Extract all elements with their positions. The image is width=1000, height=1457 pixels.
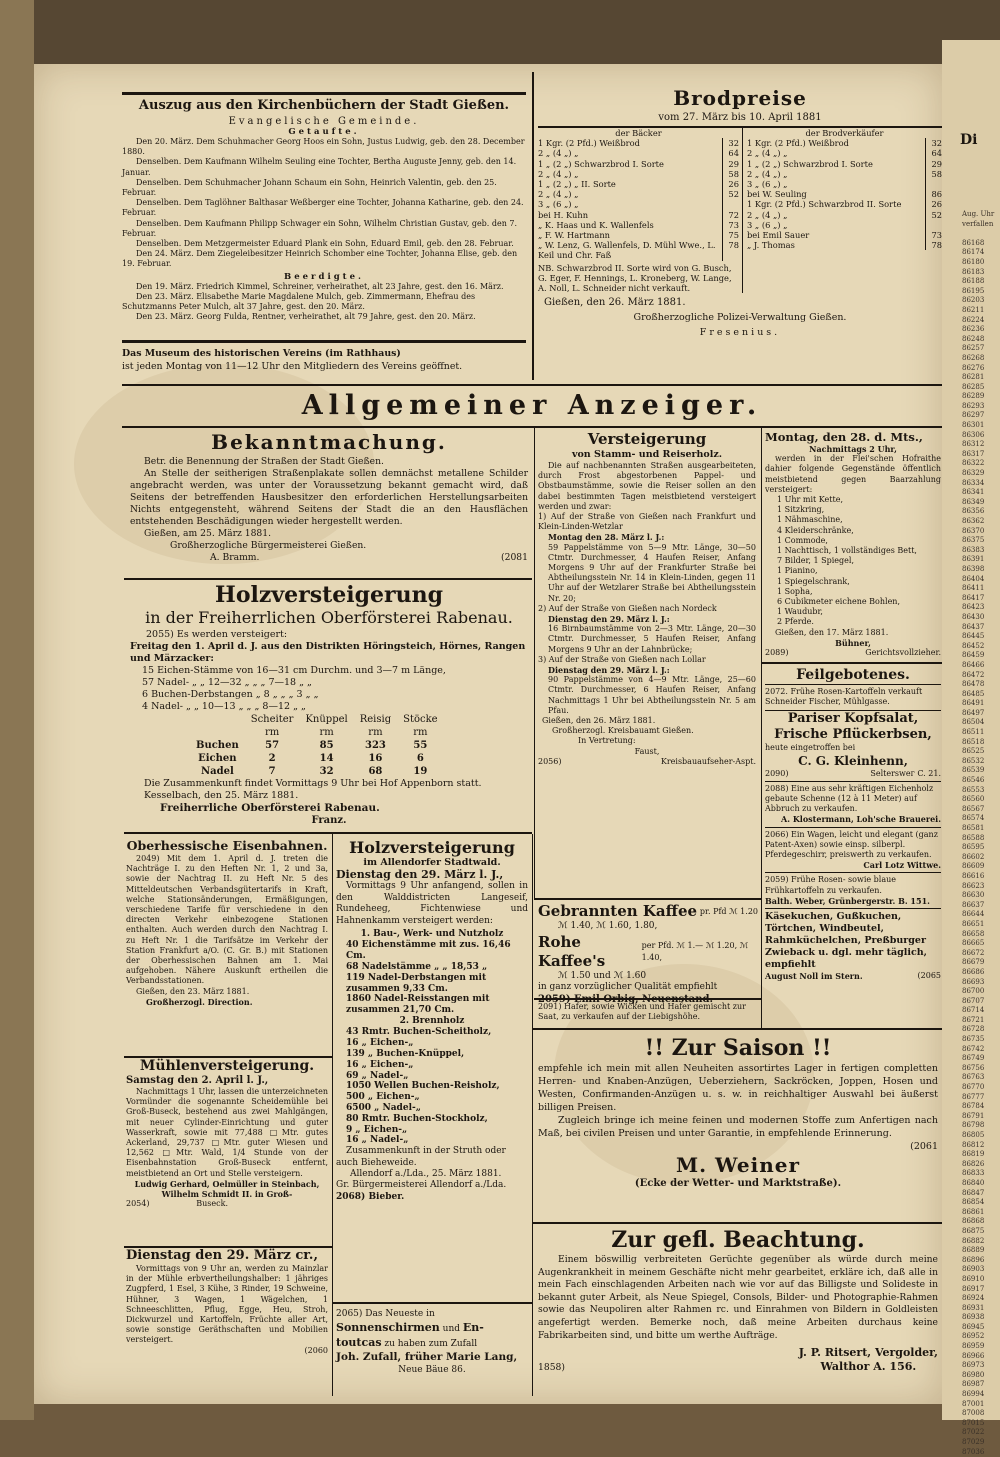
feil-kartoffeln: 2072. Frühe Rosen-Kartoffeln verkauft Schneider Fischer, Mühlgasse. xyxy=(765,684,941,707)
holz2-item: 139 „ Buchen-Knüppel, xyxy=(346,1049,465,1060)
reisholz-title: Versteigerung xyxy=(587,430,707,448)
montag-item: 1 Uhr mit Kette, xyxy=(777,495,843,505)
montag-item: 6 Cubikmeter eichene Bohlen, xyxy=(777,597,900,607)
montag-role: Gerichtsvollzieher. xyxy=(865,648,941,658)
holz2-item: 43 Rmtr. Buchen-Scheitholz, xyxy=(346,1027,492,1038)
muehle-num: 2054) xyxy=(126,1199,150,1209)
brodpreise-section xyxy=(538,86,942,338)
holz2-authority: Gr. Bürgermeisterei Allendorf a./Lda. xyxy=(336,1180,507,1191)
price-value: 58 xyxy=(925,169,942,179)
beachtung-num: 1858) xyxy=(538,1361,565,1373)
price-row xyxy=(538,169,739,179)
holz2-item: 16 „ Nadel-„ xyxy=(346,1135,409,1146)
kaffee-ad xyxy=(538,902,758,1005)
price-value xyxy=(925,179,942,189)
table-cell: Nadel xyxy=(200,766,234,777)
price-label: „ K. Haas und K. Wallenfels xyxy=(538,219,654,230)
getaufte-entry: Denselben. Dem Kaufmann Wilhelm Seuling eine Tochter, Bertha Auguste Jenny, geb. den 14. Januar. xyxy=(122,157,517,177)
reisholz-body-3: 90 Pappelstämme von 4—9 Mtr. Länge, 25—60 Ctmtr. Durchmesser, 6 Haufen Reiser, Anfang Nachmittags 1 Uhr bei Abtheilungsstein Nr. 5 am Pfau. xyxy=(548,675,756,715)
bahn-authority: Großherzogl. Direction. xyxy=(146,996,253,1007)
holz2-date: Allendorf a./Lda., 25. März 1881. xyxy=(350,1169,502,1179)
beachtung-title: Zur gefl. Beachtung. xyxy=(611,1227,865,1253)
rule xyxy=(534,898,761,900)
feil-rosen-sign: Balth. Weber, Grünbergerstr. B. 151. xyxy=(765,895,930,906)
beachtung-sign: J. P. Ritsert, Vergolder, xyxy=(798,1346,938,1360)
holz2-item: 119 Nadel-Derbstangen mit zusammen 9,33 Cm. xyxy=(346,972,487,994)
montag-item: 1 Spiegelschrank, xyxy=(777,576,850,586)
price-label: 3 „ (6 „) „ xyxy=(746,219,788,230)
eisenbahn-notice xyxy=(126,838,328,1007)
montag-item: 1 Nachttisch, 1 vollständiges Bett, xyxy=(777,546,917,556)
holz2-item: 69 „ Nadel-„ xyxy=(346,1070,409,1081)
montag-item: 2 Pferde. xyxy=(777,617,814,627)
price-label: bei Emil Sauer xyxy=(746,230,810,241)
beachtung-addr: Walthor A. 156. xyxy=(820,1360,917,1374)
price-row xyxy=(747,169,942,179)
muehle-body: Nachmittags 1 Uhr, lassen die unterzeichneten Vormünder die sogenannte Scheidemühle bei Groß-Buseck, bestehend aus zwei Mahlgängen, mit neuer Cylinder-Einrichtung und guter Wasserkraft, sowie mit 77,488 □Mtr. gutes Ackerland, 29,737 □Mtr. guter Wiesen und 12,562 □Mtr. Wald, 1/4 Stunde von der Eisenbahnstation Groß-Buseck entfernt, meistbietend an Ort und Stelle versteigern. xyxy=(126,1087,328,1178)
price-value: 52 xyxy=(722,189,739,199)
holz2-section-1: 1. Bau-, Werk- und Nutzholz xyxy=(360,929,504,940)
muehlenversteigerung xyxy=(126,1058,328,1209)
table-cell: 323 xyxy=(364,740,386,751)
table-cell: 2 xyxy=(268,753,276,764)
table-header: Reisig xyxy=(359,714,392,725)
price-label: 2 „ (4 „) „ xyxy=(538,168,579,179)
price-label: 1 „ (2 „) „ II. Sorte xyxy=(538,179,616,190)
price-label: 2 „ (4 „) „ xyxy=(746,209,788,220)
brod-signature: Fresenius. xyxy=(699,327,781,339)
reisholz-day-3: Dienstag den 29. März l. J.: xyxy=(548,665,670,676)
montag-sign: Bühner, xyxy=(835,637,871,648)
reisholz-subtitle: von Stamm- und Reiserholz. xyxy=(571,449,723,460)
table-cell: 68 xyxy=(368,766,383,777)
table-cell: 7 xyxy=(268,766,276,777)
price-label: 1 Kgr. (2 Pfd.) Weißbrod xyxy=(746,138,849,149)
price-label: „ J. Thomas xyxy=(746,240,795,251)
kaffee-title-1: Gebrannten Kaffee xyxy=(538,902,698,920)
reisholz-body-2: 16 Birnbaumstämme von 2—3 Mtr. Länge, 20—30 Ctmtr. Durchmesser, 5 Haufen Reiser, Anfang Morgens 9 Uhr an der Lahnbrücke; xyxy=(548,624,756,654)
price-label: 1 Kgr. (2 Pfd.) Schwarzbrod II. Sorte xyxy=(746,199,902,210)
price-row xyxy=(538,199,739,209)
rule xyxy=(122,340,526,343)
table-header: Stöcke xyxy=(403,714,438,725)
column-divider xyxy=(332,834,333,1396)
brod-date: Gießen, den 26. März 1881. xyxy=(544,297,686,309)
beachtung-ad xyxy=(538,1226,938,1374)
price-row xyxy=(538,230,739,240)
price-row xyxy=(747,199,942,209)
montag-item: 1 Commode, xyxy=(777,535,828,545)
kirchen-title: Auszug aus den Kirchenbüchern der Stadt Gießen. xyxy=(138,98,510,113)
rule xyxy=(122,92,526,95)
table-cell: Buchen xyxy=(196,740,239,751)
feil-paris-2: Frische Pflückerbsen, xyxy=(774,727,932,743)
holz2-item: 16 „ Eichen-„ xyxy=(346,1059,414,1070)
holz1-title: Holzversteigerung xyxy=(215,582,443,608)
reisholz-role: Kreisbauaufseher-Aspt. xyxy=(660,756,756,766)
price-value: 29 xyxy=(722,159,739,169)
column-divider xyxy=(532,834,533,1396)
table-cell: 6 xyxy=(416,753,424,764)
getaufte-entry: Denselben. Dem Schuhmacher Johann Schaum ein Sohn, Heinrich Valentin, geb. den 25. Februar. xyxy=(122,177,497,198)
brodpreise-title: Brodpreise xyxy=(673,86,807,110)
feil-scheune-sign: A. Klostermann, Loh'sche Brauerei. xyxy=(781,814,941,825)
adjacent-page-text: Aug. Uhr verfallen 86168 86174 86180 86183 86188 86195 86203 86211 86224 86236 86248 86257 86268 86276 86281 86285 86289 86293 86297 86301 86306 86312 86317 86322 86329 86334 86341 86349 86356 86362 86370 86375 86383 86391 86398 86404 86411 86417 86423 86430 86437 86445 86452 86459 86466 86472 86478 86485 86491 86497 86504 86511 86518 86525 86532 86539 86546 86553 86560 86567 86574 86581 86588 86595 86602 86609 86616 86623 86630 86637 86644 86651 86658 86665 86672 86679 86686 86693 86700 86707 86714 86721 86728 86735 86742 86749 86756 86763 86770 86777 86784 86791 86798 86805 86812 86819 86826 86833 86840 86847 86854 86861 86868 86875 86882 86889 86896 86903 86910 86917 86924 86931 86938 86945 86952 86959 86966 86973 86980 86987 86994 87001 87008 87015 87022 87029 87036 xyxy=(962,210,995,1456)
table-header: Scheiter xyxy=(250,714,294,725)
price-row xyxy=(747,230,942,240)
schirm-addr: Neue Bäue 86. xyxy=(398,1365,466,1375)
price-label: 1 Kgr. (2 Pfd.) Weißbrod xyxy=(538,138,640,149)
montag-versteigerung xyxy=(765,430,941,658)
bekannt-body: An Stelle der seitherigen Straßenplakate sollen demnächst metallene Schilder angebracht werden, was unter der Voraussetzung bekannt gemacht wird, daß Seitens der betreffenden Hausbesitzer den erforderlichen Herstellungsarbeiten Nichts entgegensteht, während Seitens der Stadt die an den Hausflächen entstehenden Beschädigungen wieder hergestellt werden. xyxy=(130,468,528,527)
saison-addr: (Ecke der Wetter- und Marktstraße). xyxy=(634,1178,842,1189)
schirm-bold: En-toutcas xyxy=(336,1321,484,1349)
getaufte-heading: Getaufte. xyxy=(288,127,360,137)
hafer-ad: 2091) Hafer, sowie Wicken und Hafer gemischt zur Saat, zu verkaufen auf der Liebigshöhe. xyxy=(538,1002,746,1022)
table-header: Knüppel xyxy=(305,714,348,725)
bekannt-title: Bekanntmachung. xyxy=(211,430,447,454)
dienstag-body: Vormittags von 9 Uhr an, werden zu Mainzlar in der Mühle erbvertheilungshalber: 1 jähriges Zugpferd, 1 Esel, 3 Kühe, 3 Rinder, 19 Schweine, Hühner, 3 Wagen, 1 Wägelchen, 1 Schneeschlitten, Pflug, Egge, Heu, Stroh, Dickwurzel und Kartoffeln, Früchte aller Art, sowie sonstige Geräthschaften und Mobilien versteigert. xyxy=(126,1264,328,1345)
kaffee-price-2: per Pfd. ℳ 1.— ℳ 1.20, ℳ 1.40, xyxy=(641,941,749,962)
price-row xyxy=(747,210,942,220)
feil-kuchen: Käsekuchen, Gußkuchen, Törtchen, Windbeutel, Rahmküchelchen, Preßburger Zwieback u. dgl. mehr täglich, empfiehlt xyxy=(765,908,941,971)
schirm-bold: Sonnenschirmen xyxy=(336,1321,440,1334)
brod-authority: Großherzogliche Polizei-Verwaltung Gießen. xyxy=(633,312,847,324)
table-cell: Eichen xyxy=(198,753,237,764)
bahn-body: 2049) Mit dem 1. April d. J. treten die Nachträge I. zu den Heften Nr. 1, 2 und 3a, sowie der Nachtrag II. zu Heft Nr. 5 des Mitteldeutschen Verbandsgütertarifs in Kraft, welche Stationsänderungen, Ermäßigungen, verschiedene Tarife für verschiedene in den directen Verkehr einbezogene Stationen enthalten. Auch werden durch den Nachtrag I. zu Heft Nr. 1 die Tarifsätze im Verkehr der Station Frankfurt a/O. (C. Gr. B.) mit Stationen der Oberhessischen Bahnen am 1. Mai aufgehoben. Nähere Auskunft ertheilen die Verbandsstationen. xyxy=(126,854,328,986)
price-value: 26 xyxy=(722,179,739,189)
kaffee-line-3: in ganz vorzüglicher Qualität empfiehlt xyxy=(538,982,718,992)
rule xyxy=(332,1302,532,1304)
reisholz-day-2: Dienstag den 29. März l. J.: xyxy=(548,614,670,625)
reisholz-intro: Die auf nachbenannten Straßen ausgearbeiteten, durch Frost abgestorbenen Pappel- und Obstbaumstämme, sowie die Reiser sollen an den dabei bestimmten Tagen meistbietend versteigert werden und zwar: xyxy=(538,461,756,511)
getaufte-entry: Denselben. Dem Metzgermeister Eduard Plank ein Sohn, Eduard Emil, geb. den 28. Februar. xyxy=(136,239,514,249)
price-value: 73 xyxy=(925,230,942,240)
baecker-heading: der Bäcker xyxy=(615,128,662,138)
bekannt-date: Gießen, am 25. März 1881. xyxy=(144,528,272,539)
feil-rosen: 2059) Frühe Rosen- sowie blaue Frühkartoffeln zu verkaufen. xyxy=(765,872,941,895)
holz1-intro: 2055) Es werden versteigert: xyxy=(146,629,288,640)
bahn-date: Gießen, den 23. März 1881. xyxy=(136,986,250,996)
feil-kuchen-sign: August Noll im Stern. xyxy=(765,971,863,982)
holz2-item: 500 „ Eichen-„ xyxy=(346,1092,420,1103)
feil-kuchen-num: (2065 xyxy=(917,971,941,981)
bekannt-num: (2081 xyxy=(501,552,528,563)
price-label: 2 „ (4 „) „ xyxy=(538,148,579,159)
price-row xyxy=(538,148,739,158)
museum-line-1: Das Museum des historischen Vereins (im Rathhaus) xyxy=(122,348,401,359)
saison-name: M. Weiner xyxy=(675,1153,801,1177)
getaufte-entry: Denselben. Dem Kaufmann Philipp Schwager ein Sohn, Wilhelm Christian Gustav, geb. den 7. Februar. xyxy=(122,218,518,238)
verkaeufer-heading: der Brodverkäufer xyxy=(805,128,884,138)
reisholz-day-1: Montag den 28. März l. J.: xyxy=(548,532,665,543)
price-label: 2 „ (4 „) „ xyxy=(746,148,788,159)
price-value: 64 xyxy=(925,148,942,158)
muehle-place: Buseck. xyxy=(196,1199,228,1209)
rule xyxy=(534,998,761,1000)
price-label: „ W. Lenz, G. Wallenfels, D. Mühl Wwe., L. Keil und Chr. Faß xyxy=(538,240,716,261)
dienstag-versteigerung xyxy=(126,1248,328,1356)
beerdigte-entry: Den 23. März. Elisabethe Marie Magdalene Mulch, geb. Zimmermann, Ehefrau des Schutzmanns Peter Mulch, alt 37 Jahre, gest. den 20. März. xyxy=(122,291,476,312)
price-value: 86 xyxy=(925,189,942,199)
scan-top-edge xyxy=(34,0,1000,64)
holz1-date: Kesselbach, den 25. März 1881. xyxy=(144,790,299,801)
muehle-sign-1: Ludwig Gerhard, Oelmüller in Steinbach, xyxy=(134,1178,320,1189)
schirm-text: 2065) Das Neueste in xyxy=(336,1309,435,1319)
table-unit: rm xyxy=(264,727,280,738)
price-row xyxy=(538,240,739,260)
holz2-day: Dienstag den 29. März l. J., xyxy=(336,868,504,882)
kaffee-line-2: ℳ 1.50 und ℳ 1.60 xyxy=(558,970,647,981)
feil-kleinhenn-addr: Selterswег C. 21. xyxy=(870,768,941,778)
bekannt-betr: Betr. die Benennung der Straßen der Stadt Gießen. xyxy=(144,456,384,467)
holz2-item: 40 Eichenstämme mit zus. 16,46 Cm. xyxy=(346,940,511,962)
rule xyxy=(122,426,942,428)
newspaper-page xyxy=(34,64,942,1404)
holz1-item: 6 Buchen-Derbstangen „ 8 „ „ „ 3 „ „ xyxy=(142,689,319,700)
price-label: 2 „ (4 „) „ xyxy=(746,168,788,179)
price-value: 78 xyxy=(722,240,739,260)
montag-body: werden in der Flei'schen Hofraithe dahier folgende Gegenstände öffentlich meistbietend gegen Baarzahlung versteigert: xyxy=(765,454,941,494)
montag-title: Montag, den 28. d. Mts., xyxy=(765,430,923,444)
montag-num: 2089) xyxy=(765,648,789,658)
montag-item: 1 Nähmaschine, xyxy=(777,515,843,525)
table-unit xyxy=(190,726,245,739)
feilgebotenes xyxy=(765,666,941,981)
adjacent-page xyxy=(942,40,1000,1456)
feil-kleinhenn: C. G. Kleinhenn, xyxy=(798,753,908,768)
museum-line-2: ist jeden Montag von 11—12 Uhr den Mitgliedern des Vereins geöffnet. xyxy=(122,361,463,372)
baecker-column xyxy=(538,128,743,293)
muehle-title: Mühlenversteigerung. xyxy=(139,1058,315,1074)
table-unit: rm xyxy=(368,727,383,738)
table-cell: 16 xyxy=(368,753,383,764)
holz2-item: 1050 Wellen Buchen-Reisholz, xyxy=(346,1081,500,1092)
kaffee-title-2: Rohe Kaffee's xyxy=(538,932,606,970)
price-label: bei H. Kuhn xyxy=(538,209,589,220)
feil-wagen: 2066) Ein Wagen, leicht und elegant (ganz Patent-Axen) sowie einsp. silberpl. Pferdegeschirr, preiswerth zu verkaufen. xyxy=(765,827,941,861)
schirm-text: und xyxy=(442,1324,461,1334)
holzversteigerung-rabenau xyxy=(130,582,528,826)
brod-nb: NB. Schwarzbrod II. Sorte wird von G. Busch, G. Eger, F. Hennings, L. Kroneberg, W. Lange, A. Noll, L. Schneider nicht verkauft. xyxy=(538,262,732,294)
kaffee-line-1: ℳ 1.40, ℳ 1.60, 1.80, xyxy=(558,921,658,931)
price-row xyxy=(538,220,739,230)
getaufte-entry: Denselben. Dem Taglöhner Balthasar Weßberger eine Tochter, Johanna Katharine, geb. den 24. Februar. xyxy=(122,198,524,218)
price-row xyxy=(747,220,942,230)
price-value: 75 xyxy=(722,230,739,240)
column-divider xyxy=(761,428,762,1028)
holz1-day: Freitag den 1. April d. J. aus den Distrikten Höringsteich, Hörnes, Rangen und Märzacker: xyxy=(130,641,526,664)
saison-title: !! Zur Saison !! xyxy=(644,1035,832,1061)
bekannt-sign: A. Bramm. xyxy=(210,552,260,563)
montag-item: 1 Waudubr, xyxy=(777,607,823,617)
brodpreise-subtitle: vom 27. März bis 10. April 1881 xyxy=(658,112,822,123)
feil-paris-3: heute eingetroffen bei xyxy=(765,743,856,753)
beerdigte-heading: Beerdigte. xyxy=(284,271,364,282)
price-label: 2 „ (4 „) „ xyxy=(538,189,579,200)
price-row xyxy=(747,138,942,148)
montag-item: 1 Pianino, xyxy=(777,566,818,576)
holz1-sign: Franz. xyxy=(311,815,347,826)
rule xyxy=(124,578,532,580)
price-value: 72 xyxy=(722,210,739,220)
dienstag-num: (2060 xyxy=(304,1345,328,1355)
price-label: 3 „ (6 „) „ xyxy=(746,179,788,190)
bekanntmachung xyxy=(130,430,528,564)
rule xyxy=(122,384,942,386)
rule xyxy=(532,1222,942,1224)
table-cell: 57 xyxy=(265,740,280,751)
scan-binding xyxy=(0,0,34,1420)
kirchen-section xyxy=(122,96,526,322)
holz2-item: 16 „ Eichen-„ xyxy=(346,1038,414,1049)
reisholz-date: Gießen, den 26. März 1881. xyxy=(542,716,656,726)
reisholz-versteigerung xyxy=(538,430,756,767)
getaufte-entry: Den 20. März. Dem Schuhmacher Georg Hoos ein Sohn, Justus Ludwig, geb. den 28. December 1880. xyxy=(122,137,525,157)
holz2-title: Holzversteigerung xyxy=(349,838,515,857)
holz1-item: 57 Nadel- „ „ 12—32 „ „ „ 7—18 „ „ xyxy=(142,677,312,688)
price-row xyxy=(538,159,739,169)
getaufte-entry: Den 24. März. Dem Ziegeleibesitzer Heinrich Schomber eine Tochter, Johanna Elise, geb. den 19. Februar. xyxy=(122,249,518,269)
holz2-subtitle: im Allendorfer Stadtwald. xyxy=(363,857,501,868)
bekannt-authority: Großherzogliche Bürgermeisterei Gießen. xyxy=(170,540,367,551)
holz2-item: 6500 „ Nadel-„ xyxy=(346,1103,421,1113)
reisholz-body-1: 59 Pappelstämme von 5—9 Mtr. Länge, 30—50 Ctmtr. Durchmesser, 4 Haufen Reiser, Anfang Morgens 9 Uhr auf der Frankfurter Straße bei Abtheilungsstein Nr. 14 in Klein-Linden, gegen 11 Uhr auf der Wetzlarer Straße bei Abtheilungsstein Nr. 20; xyxy=(548,542,756,603)
feil-paris-1: Pariser Kopfsalat, xyxy=(787,711,919,727)
holz2-item: 9 „ Eichen-„ xyxy=(346,1124,408,1135)
montag-item: 4 Kleiderschränke, xyxy=(777,525,854,535)
holz1-authority: Freiherrliche Oberförsterei Rabenau. xyxy=(160,802,380,814)
table-cell: 14 xyxy=(319,753,334,764)
table-cell: 19 xyxy=(413,766,428,777)
holz2-item: 1860 Nadel-Reisstangen mit zusammen 21,70 Cm. xyxy=(346,994,490,1016)
table-cell: 85 xyxy=(319,740,334,751)
feil-kleinhenn-num: 2090) xyxy=(765,768,789,778)
beerdigte-entry: Den 23. März. Georg Fulda, Rentner, verheirathet, alt 79 Jahre, gest. den 20. März. xyxy=(136,312,476,322)
montag-item: 1 Sitzkring, xyxy=(777,505,825,515)
holz2-body: Vormittags 9 Uhr anfangend, sollen in den Walddistricten Langeseif, Rundeheeg, Fichtenwiese und Hahnenkamm versteigert werden: xyxy=(336,881,528,926)
price-label: 3 „ (6 „) „ xyxy=(538,199,579,210)
price-value: 52 xyxy=(925,210,942,220)
price-value: 58 xyxy=(722,169,739,179)
saison-num: (2061 xyxy=(910,1141,938,1152)
price-value xyxy=(925,220,942,230)
rule xyxy=(761,662,942,664)
holz1-subtitle: in der Freiherrlichen Oberförsterei Rabenau. xyxy=(145,608,513,627)
price-value xyxy=(722,199,739,209)
saison-body-2: Zugleich bringe ich meine feinen und modernen Stoffe zum Anfertigen nach Maß, bei civilen Preisen und unter Garantie, in empfehlende Erinnerung. xyxy=(538,1115,938,1139)
table-unit: rm xyxy=(413,727,428,738)
feil-scheune: 2088) Eine aus sehr kräftigen Eichenholz gebaute Schenne (12 à 11 Meter) auf Abbruch zu verkaufen. xyxy=(765,781,941,815)
holz2-meet: Zusammenkunft in der Struth oder auch Bieheweide. xyxy=(336,1146,506,1168)
price-row xyxy=(747,159,942,169)
saison-ad xyxy=(538,1034,938,1190)
holz1-item: 15 Eichen-Stämme von 16—31 cm Durchm. und 3—7 m Länge, xyxy=(142,665,446,676)
montag-date: Gießen, den 17. März 1881. xyxy=(775,627,889,637)
table-cell: 55 xyxy=(413,740,428,751)
beerdigte-entry: Den 19. März. Friedrich Kimmel, Schreiner, verheirathet, alt 23 Jahre, gest. den 16. März. xyxy=(136,281,504,291)
price-value: 29 xyxy=(925,159,942,169)
price-label: „ F. W. Hartmann xyxy=(538,230,611,241)
column-divider xyxy=(532,72,534,380)
price-row xyxy=(747,240,942,250)
price-row xyxy=(747,189,942,199)
table-unit: rm xyxy=(319,727,334,738)
montag-item: 1 Sopha, xyxy=(777,586,813,596)
price-row xyxy=(538,189,739,199)
price-label: bei W. Seuling xyxy=(746,189,807,200)
price-row xyxy=(538,179,739,189)
holz2-item: 80 Rmtr. Buchen-Stockholz, xyxy=(346,1113,488,1124)
price-label: 1 „ (2 „) Schwarzbrod I. Sorte xyxy=(538,158,664,169)
price-value: 78 xyxy=(925,240,942,250)
masthead: Allgemeiner Anzeiger. xyxy=(301,390,763,421)
verkaeufer-price-list xyxy=(747,138,942,250)
schirm-text: zu haben zum Zufall xyxy=(384,1339,478,1349)
kirchen-subtitle: Evangelische Gemeinde. xyxy=(228,116,420,127)
price-row xyxy=(538,138,739,148)
adjacent-page-header: Di xyxy=(960,132,978,148)
price-value: 26 xyxy=(925,199,942,209)
bahn-title: Oberhessische Eisenbahnen. xyxy=(126,838,328,853)
holz1-table xyxy=(190,713,444,778)
muehle-day: Samstag den 2. April l. J., xyxy=(126,1075,269,1086)
reisholz-in: In Vertretung: xyxy=(578,736,636,746)
holz1-meet: Die Zusammenkunft findet Vormittags 9 Uhr bei Hof Appenborn statt. xyxy=(144,778,482,789)
holz2-item: 68 Nadelstämme „ „ 18,53 „ xyxy=(346,962,488,973)
table-cell: 32 xyxy=(319,766,334,777)
price-row xyxy=(747,148,942,158)
price-value: 32 xyxy=(925,138,942,148)
rule xyxy=(532,1028,942,1030)
feil-title: Feilgebotenes. xyxy=(796,667,910,683)
schirm-sign: Joh. Zufall, früher Marie Lang, xyxy=(336,1351,518,1363)
museum-notice xyxy=(122,347,526,373)
verkaeufer-column xyxy=(743,128,942,293)
price-value: 32 xyxy=(722,138,739,148)
holzversteigerung-allendorf xyxy=(336,838,528,1203)
montag-sub: Nachmittags 2 Uhr, xyxy=(809,444,897,454)
dienstag-title: Dienstag den 29. März cr., xyxy=(126,1248,318,1263)
reisholz-num: 2056) xyxy=(538,756,562,766)
price-row xyxy=(747,179,942,189)
muehle-sign-2: Wilhelm Schmidt II. in Groß- xyxy=(161,1189,293,1200)
reisholz-part-3: 3) Auf der Straße von Gießen nach Lollar xyxy=(538,654,706,664)
beachtung-body: Einem böswillig verbreiteten Gerüchte gegenüber als würde durch meine Augenkrankheit in meinem Geschäfte nicht mehr gearbeitet, erkläre ich, daß alle in mein Fach einschlagenden Arbeiten nach wie vor auf das Billigste und Solideste in bekannt guter Arbeit, als Neue Spiegel, Consols, Bilder- und Photographie-Rahmen sowie das Neupoliren alter Rahmen rc. und Einrahmen von Bildern in Goldleisten angefertigt werden. Bemerke noch, daß meine Arbeiten durchaus keine Fabrikarbeiten sind, und bitte um werthe Aufträge. xyxy=(538,1254,938,1341)
column-divider xyxy=(534,428,535,898)
price-row xyxy=(538,210,739,220)
reisholz-sign: Faust, xyxy=(634,746,660,756)
holz1-item: 4 Nadel- „ „ 10—13 „ „ „ 8—12 „ „ xyxy=(142,701,306,712)
price-value: 64 xyxy=(722,148,739,158)
feil-wagen-sign: Carl Lotz Wittwe. xyxy=(863,860,941,871)
price-label: 1 „ (2 „) Schwarzbrod I. Sorte xyxy=(746,158,873,169)
table-header xyxy=(190,713,245,726)
kaffee-price-1: pr. Pfd ℳ 1.20 xyxy=(699,906,758,916)
price-value: 73 xyxy=(722,220,739,230)
saison-body: empfehle ich mein mit allen Neuheiten assortirtes Lager in fertigen completten Herren- und Knaben-Anzügen, Ueberziehern, Sackröcken, Joppen, Hosen und Westen, Confirmanden-Anzügen u. s. w. in reichhaltiger Auswahl bei äußerst billigen Preisen. xyxy=(538,1063,938,1113)
sonnenschirme-ad xyxy=(336,1308,528,1377)
montag-item: 7 Bilder, 1 Spiegel, xyxy=(777,556,854,566)
reisholz-authority: Großherzogl. Kreisbauamt Gießen. xyxy=(552,726,694,736)
baecker-price-list xyxy=(538,138,739,260)
rule xyxy=(124,832,532,834)
holz2-sign: 2068) Bieber. xyxy=(336,1191,405,1202)
reisholz-part-1: 1) Auf der Straße von Gießen nach Frankfurt und Klein-Linden-Wetzlar xyxy=(538,512,756,532)
holz2-section-2: 2. Brennholz xyxy=(399,1016,465,1027)
reisholz-part-2: 2) Auf der Straße von Gießen nach Nordeck xyxy=(538,603,717,613)
